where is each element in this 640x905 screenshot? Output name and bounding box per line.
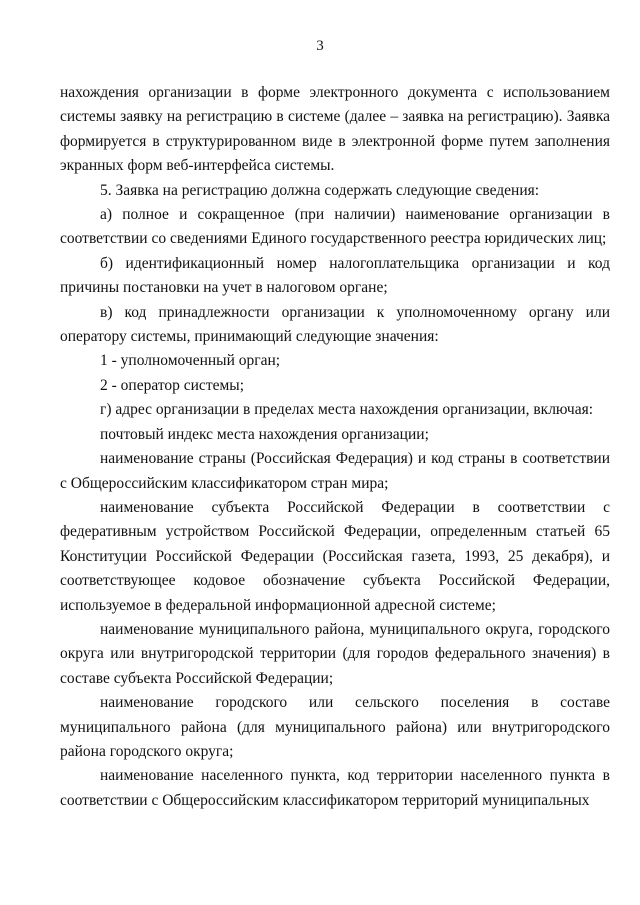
paragraph-municipal-district: наименование муниципального района, муниципального округа, городского округа или внутригородской территории (для городов федерального значения) в составе субъекта Российской Федерации; (60, 620, 610, 687)
paragraph-locality: наименование населенного пункта, код территории населенного пункта в соответствии с Общероссийским классификатором территорий муниципальных (60, 767, 610, 809)
paragraph-item-g: г) адрес организации в пределах места нахождения организации, включая: (100, 401, 594, 419)
paragraph-item-a: а) полное и сокращенное (при наличии) наименование организации в соответствии со сведениями Единого государственного реестра юридических лиц; (60, 206, 610, 248)
paragraph-item-b: б) идентификационный номер налогоплательщика организации и код причины постановки на учет в налоговом органе; (60, 254, 610, 297)
paragraph-item-v: в) код принадлежности организации к уполномоченному органу или оператору системы, принимающий следующие значения: (60, 303, 610, 346)
paragraph-item-5: 5. Заявка на регистрацию должна содержать следующие сведения: (100, 181, 540, 199)
document-body (60, 81, 610, 813)
paragraph-value-1: 1 - уполномоченный орган; (100, 352, 281, 370)
paragraph-value-2: 2 - оператор системы; (100, 376, 244, 394)
paragraph-subject: наименование субъекта Российской Федерации в соответствии с федеративным устройством Российской Федерации, определенным статьей 65 Конституции Российской Федерации (Российская газета, 1993, 25 декабря), и соответствующее кодовое обозначение субъекта Российской Федерации, используемое в федеральной информационной адресной системе; (60, 498, 610, 614)
page-number: 3 (316, 38, 324, 54)
paragraph-continuation: нахождения организации в форме электронного документа с использованием системы заявку на регистрацию в системе (далее – заявка на регистрацию). Заявка формируется в структурированном виде в электронной форме путем заполнения экранных форм веб-интерфейса системы. (60, 84, 610, 175)
paragraph-settlement: наименование городского или сельского поселения в составе муниципального района (для муниципального района) или внутригородского района городского округа; (60, 694, 610, 760)
paragraph-postal-index: почтовый индекс места нахождения организации; (100, 425, 429, 443)
paragraph-country: наименование страны (Российская Федерация) и код страны в соответствии с Общероссийским классификатором стран мира; (60, 450, 610, 492)
